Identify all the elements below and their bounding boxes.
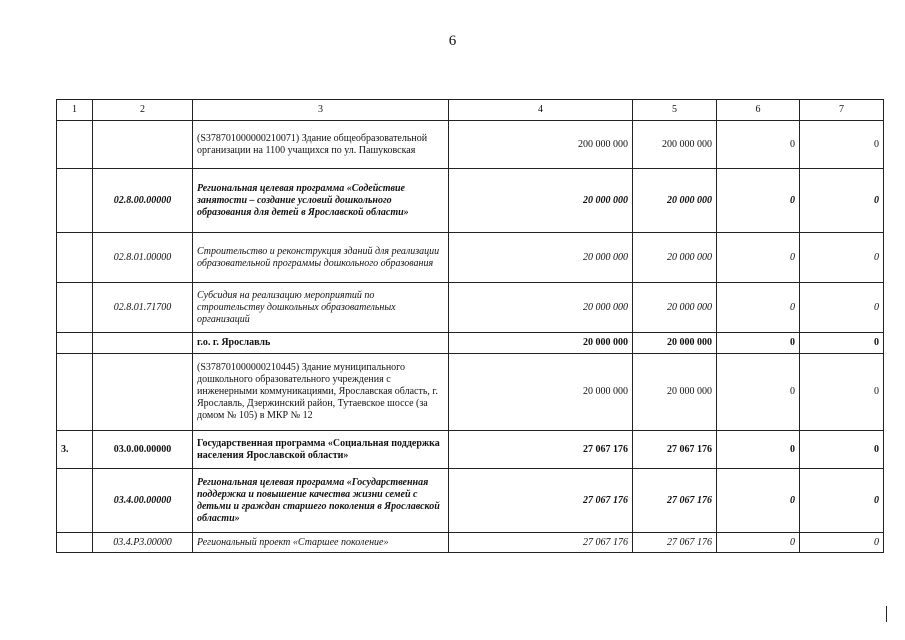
row-col-7: 0 (800, 333, 884, 354)
row-name: Региональная целевая программа «Содействие занятости – создание условий дошкольного образования для детей в Ярославской области» (193, 169, 449, 233)
table-row (57, 333, 884, 354)
page-number: 6 (448, 33, 457, 49)
header-col-3: 3 (193, 100, 449, 121)
row-col-6: 0 (717, 431, 800, 469)
row-col-5: 20 000 000 (633, 283, 717, 333)
row-code (93, 121, 193, 169)
row-col-4: 20 000 000 (449, 233, 633, 283)
row-col-7: 0 (800, 169, 884, 233)
page-edge-mark (886, 606, 887, 622)
row-col-7: 0 (800, 233, 884, 283)
row-number (57, 533, 93, 553)
row-name: (S378701000000210071) Здание общеобразовательной организации на 1100 учащихся по ул. Пашуковская (193, 121, 449, 169)
row-col-4: 20 000 000 (449, 354, 633, 431)
row-number (57, 169, 93, 233)
row-col-6: 0 (717, 121, 800, 169)
header-col-5: 5 (633, 100, 717, 121)
row-col-7: 0 (800, 121, 884, 169)
row-number (57, 354, 93, 431)
row-col-5: 27 067 176 (633, 533, 717, 553)
row-code (93, 333, 193, 354)
row-code: 02.8.01.00000 (93, 233, 193, 283)
row-col-5: 200 000 000 (633, 121, 717, 169)
row-col-5: 20 000 000 (633, 354, 717, 431)
table-row (57, 233, 884, 283)
table-row (57, 533, 884, 553)
row-col-5: 27 067 176 (633, 431, 717, 469)
row-number (57, 469, 93, 533)
header-col-2: 2 (93, 100, 193, 121)
row-col-4: 200 000 000 (449, 121, 633, 169)
row-name: (S378701000000210445) Здание муниципального дошкольного образовательного учреждения с инженерными коммуникациями, Ярославская область, г. Ярославль, Дзержинский район, Тутаевское шоссе (за домом № 105) в МКР № 12 (193, 354, 449, 431)
row-col-4: 27 067 176 (449, 469, 633, 533)
row-code: 02.8.00.00000 (93, 169, 193, 233)
row-code: 03.4.P3.00000 (93, 533, 193, 553)
row-name: Региональная целевая программа «Государственная поддержка и повышение качества жизни семей с детьми и граждан старшего поколения в Ярославской области» (193, 469, 449, 533)
row-code (93, 354, 193, 431)
row-name: Строительство и реконструкция зданий для реализации образовательной программы дошкольного образования (193, 233, 449, 283)
row-code: 03.4.00.00000 (93, 469, 193, 533)
row-col-4: 20 000 000 (449, 283, 633, 333)
table-row (57, 431, 884, 469)
row-name: г.о. г. Ярославль (193, 333, 449, 354)
row-col-7: 0 (800, 469, 884, 533)
header-col-4: 4 (449, 100, 633, 121)
row-col-5: 27 067 176 (633, 469, 717, 533)
row-number: 3. (57, 431, 93, 469)
header-row (57, 100, 884, 121)
row-name: Субсидия на реализацию мероприятий по строительству дошкольных образовательных организаций (193, 283, 449, 333)
budget-table (56, 99, 884, 553)
row-code: 02.8.01.71700 (93, 283, 193, 333)
row-col-4: 27 067 176 (449, 431, 633, 469)
table-row (57, 121, 884, 169)
row-col-7: 0 (800, 283, 884, 333)
row-number (57, 121, 93, 169)
row-col-4: 20 000 000 (449, 333, 633, 354)
row-col-6: 0 (717, 169, 800, 233)
table-row (57, 169, 884, 233)
header-col-7: 7 (800, 100, 884, 121)
header-col-1: 1 (57, 100, 93, 121)
row-name: Региональный проект «Старшее поколение» (193, 533, 449, 553)
row-number (57, 333, 93, 354)
row-code: 03.0.00.00000 (93, 431, 193, 469)
row-name: Государственная программа «Социальная поддержка населения Ярославской области» (193, 431, 449, 469)
table-row (57, 283, 884, 333)
row-number (57, 283, 93, 333)
row-col-4: 20 000 000 (449, 169, 633, 233)
row-col-5: 20 000 000 (633, 169, 717, 233)
row-col-6: 0 (717, 533, 800, 553)
row-col-6: 0 (717, 283, 800, 333)
header-col-6: 6 (717, 100, 800, 121)
row-number (57, 233, 93, 283)
row-col-5: 20 000 000 (633, 233, 717, 283)
row-col-5: 20 000 000 (633, 333, 717, 354)
row-col-6: 0 (717, 354, 800, 431)
table-row (57, 354, 884, 431)
row-col-6: 0 (717, 333, 800, 354)
row-col-6: 0 (717, 469, 800, 533)
row-col-6: 0 (717, 233, 800, 283)
row-col-7: 0 (800, 354, 884, 431)
row-col-7: 0 (800, 431, 884, 469)
row-col-7: 0 (800, 533, 884, 553)
table-row (57, 469, 884, 533)
row-col-4: 27 067 176 (449, 533, 633, 553)
